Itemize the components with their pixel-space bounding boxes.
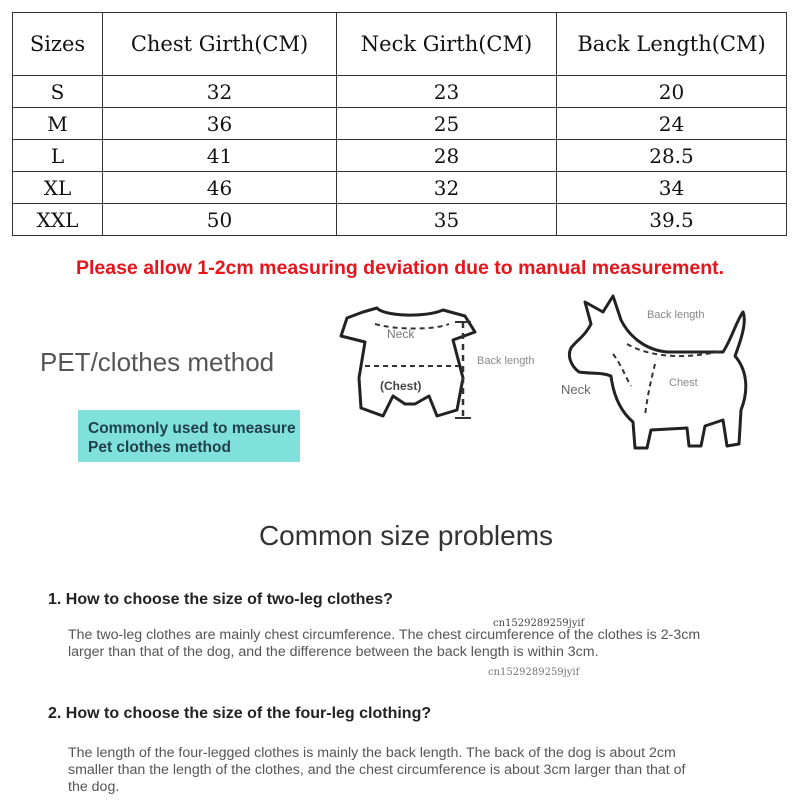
- faq-question-1: 1. How to choose the size of two-leg clothes?: [48, 591, 393, 608]
- dog-back-line: [627, 344, 725, 356]
- method-title: PET/clothes method: [40, 347, 275, 377]
- watermark-text-secondary: cn1529289259jyif: [488, 667, 580, 678]
- table-header-row: [13, 13, 787, 76]
- table-row: [13, 76, 787, 108]
- back-cell: 20: [557, 76, 787, 108]
- table-row: [13, 108, 787, 140]
- header-back-length: Back Length(CM): [557, 13, 787, 76]
- back-cell: 34: [557, 172, 787, 204]
- dog-neck-line: [613, 354, 631, 386]
- size-chart-table: [12, 12, 787, 236]
- size-cell: XXL: [13, 204, 103, 236]
- header-sizes: Sizes: [13, 13, 103, 76]
- table-row: [13, 172, 787, 204]
- dog-chest-label: Chest: [669, 377, 698, 389]
- neck-cell: 32: [337, 172, 557, 204]
- dog-back-length-label: Back length: [647, 309, 705, 321]
- faq-answer-1: The two-leg clothes are mainly chest circumference. The chest circumference of the clothes is 2-3cm larger than that of the dog, and the difference between the back length is within 3cm.: [68, 627, 701, 660]
- neck-cell: 35: [337, 204, 557, 236]
- clothes-measurement-diagram: [325, 300, 555, 440]
- method-note-box: [78, 410, 300, 462]
- chest-cell: 46: [103, 172, 337, 204]
- faq-question-2: 2. How to choose the size of the four-leg clothing?: [48, 705, 432, 722]
- dog-measurement-diagram: [555, 290, 775, 460]
- faq-answer-2: The length of the four-legged clothes is mainly the back length. The back of the dog is about 2cm smaller than the length of the clothes, and the chest circumference is about 3cm larger than that of the dog.: [68, 745, 686, 795]
- chest-cell: 36: [103, 108, 337, 140]
- neck-cell: 25: [337, 108, 557, 140]
- clothes-neck-label: Neck: [387, 327, 415, 341]
- clothes-outline: [341, 308, 475, 416]
- dog-chest-line: [645, 364, 655, 416]
- clothes-back-length-label: Back length: [477, 355, 535, 367]
- chest-cell: 32: [103, 76, 337, 108]
- measurement-deviation-notice: Please allow 1-2cm measuring deviation due to manual measurement.: [75, 257, 725, 279]
- method-note-line-1: Commonly used to measure: [88, 420, 296, 437]
- header-chest-girth: Chest Girth(CM): [103, 13, 337, 76]
- back-cell: 39.5: [557, 204, 787, 236]
- dog-neck-label: Neck: [561, 382, 591, 397]
- back-cell: 24: [557, 108, 787, 140]
- size-cell: XL: [13, 172, 103, 204]
- clothes-chest-label: (Chest): [380, 379, 422, 393]
- watermark-text: cn1529289259jyif: [493, 618, 585, 629]
- neck-cell: 28: [337, 140, 557, 172]
- size-cell: M: [13, 108, 103, 140]
- back-cell: 28.5: [557, 140, 787, 172]
- neck-cell: 23: [337, 76, 557, 108]
- table-row: [13, 140, 787, 172]
- chest-cell: 41: [103, 140, 337, 172]
- faq-title: Common size problems: [258, 520, 554, 551]
- chest-cell: 50: [103, 204, 337, 236]
- table-row: [13, 204, 787, 236]
- header-neck-girth: Neck Girth(CM): [337, 13, 557, 76]
- size-cell: L: [13, 140, 103, 172]
- size-cell: S: [13, 76, 103, 108]
- method-note-line-2: Pet clothes method: [88, 439, 231, 456]
